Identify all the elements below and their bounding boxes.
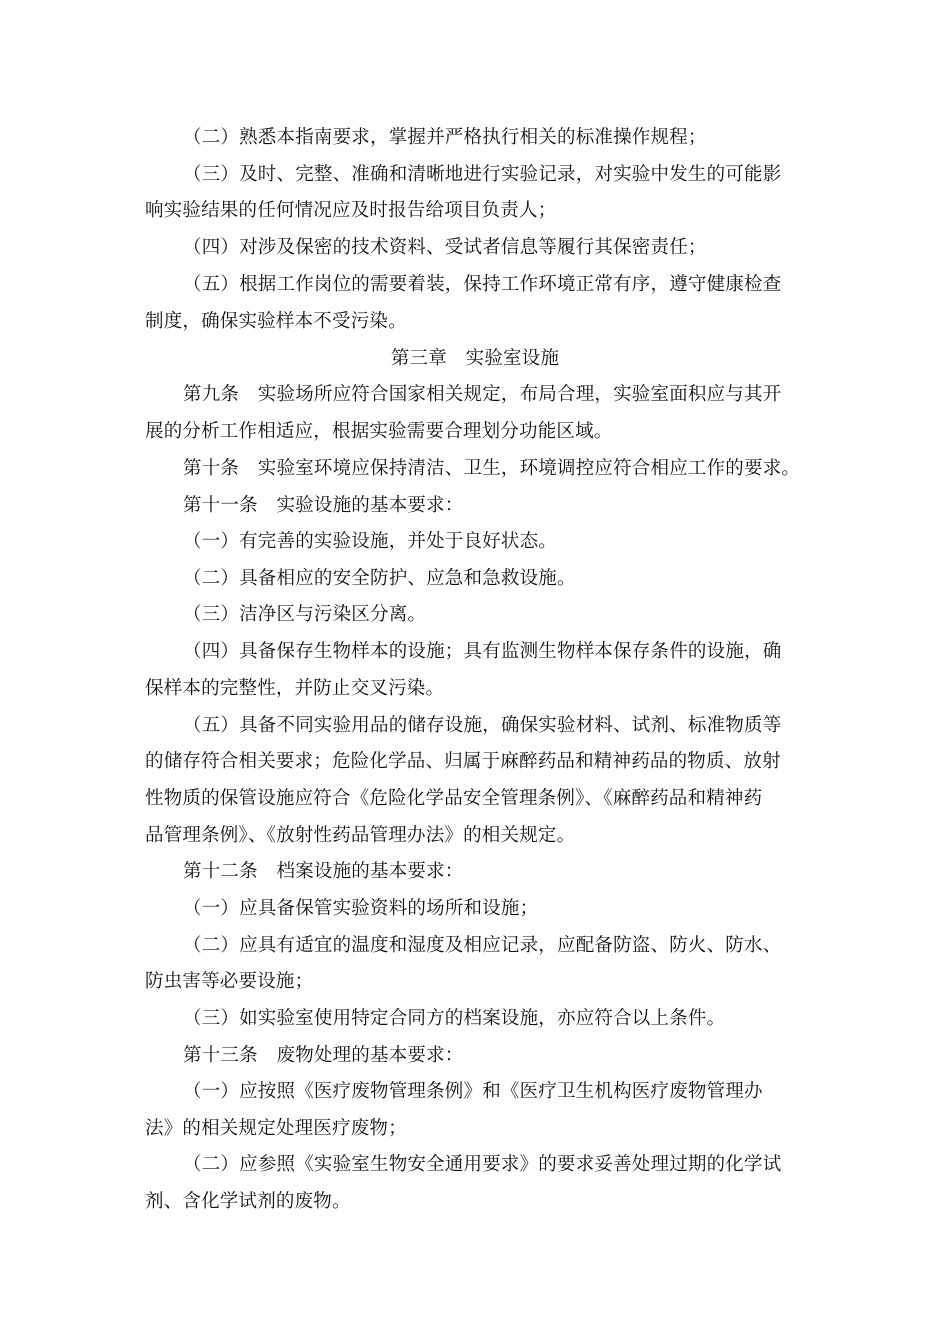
article-11-item-2: （二）具备相应的安全防护、应急和急救设施。: [183, 568, 576, 589]
clause-item-5-cont: 制度，确保实验样本不受污染。: [145, 311, 407, 332]
article-11-item-3: （三）洁净区与污染区分离。: [183, 604, 427, 625]
article-11-item-4: （四）具备保存生物样本的设施；具有监测生物样本保存条件的设施，确: [183, 641, 782, 662]
article-11-item-5-cont-2: 性物质的保管设施应符合《危险化学品安全管理条例》、《麻醉药品和精神药: [145, 788, 763, 809]
clause-item-3-cont: 响实验结果的任何情况应及时报告给项目负责人；: [145, 200, 557, 221]
article-13: 第十三条 废物处理的基本要求：: [183, 1045, 464, 1066]
article-11: 第十一条 实验设施的基本要求：: [183, 495, 464, 516]
article-13-item-1-cont: 法》的相关规定处理医疗废物；: [145, 1118, 407, 1139]
clause-item-3: （三）及时、完整、准确和清晰地进行实验记录，对实验中发生的可能影: [183, 164, 782, 185]
clause-item-2: （二）熟悉本指南要求，掌握并严格执行相关的标准操作规程；: [183, 127, 707, 148]
article-13-item-2: （二）应参照《实验室生物安全通用要求》的要求妥善处理过期的化学试: [183, 1154, 782, 1175]
clause-item-4: （四）对涉及保密的技术资料、受试者信息等履行其保密责任；: [183, 237, 707, 258]
article-12-item-3: （三）如实验室使用特定合同方的档案设施，亦应符合以上条件。: [183, 1008, 726, 1029]
article-10: 第十条 实验室环境应保持清洁、卫生，环境调控应符合相应工作的要求。: [183, 458, 801, 479]
article-12-item-2: （二）应具有适宜的温度和湿度及相应记录，应配备防盗、防火、防水、: [183, 935, 782, 956]
article-12-item-2-cont: 防虫害等必要设施；: [145, 971, 314, 992]
article-11-item-1: （一）有完善的实验设施，并处于良好状态。: [183, 531, 558, 552]
chapter-heading: 第三章 实验室设施: [390, 348, 560, 369]
article-13-item-1: （一）应按照《医疗废物管理条例》和《医疗卫生机构医疗废物管理办: [183, 1081, 763, 1102]
article-12-item-1: （一）应具备保管实验资料的场所和设施；: [183, 898, 539, 919]
article-11-item-5-cont-3: 品管理条例》、《放射性药品管理办法》的相关规定。: [145, 825, 576, 846]
article-12: 第十二条 档案设施的基本要求：: [183, 861, 464, 882]
clause-item-5: （五）根据工作岗位的需要着装，保持工作环境正常有序，遵守健康检查: [183, 274, 782, 295]
article-11-item-5-cont-1: 的储存符合相关要求；危险化学品、归属于麻醉药品和精神药品的物质、放射: [145, 751, 781, 772]
article-11-item-4-cont: 保样本的完整性，并防止交叉污染。: [145, 678, 445, 699]
article-11-item-5: （五）具备不同实验用品的储存设施，确保实验材料、试剂、标准物质等: [183, 715, 782, 736]
article-9: 第九条 实验场所应符合国家相关规定，布局合理，实验室面积应与其开: [183, 384, 782, 405]
article-13-item-2-cont: 剂、含化学试剂的废物。: [145, 1191, 351, 1212]
article-9-cont: 展的分析工作相适应，根据实验需要合理划分功能区域。: [145, 421, 613, 442]
